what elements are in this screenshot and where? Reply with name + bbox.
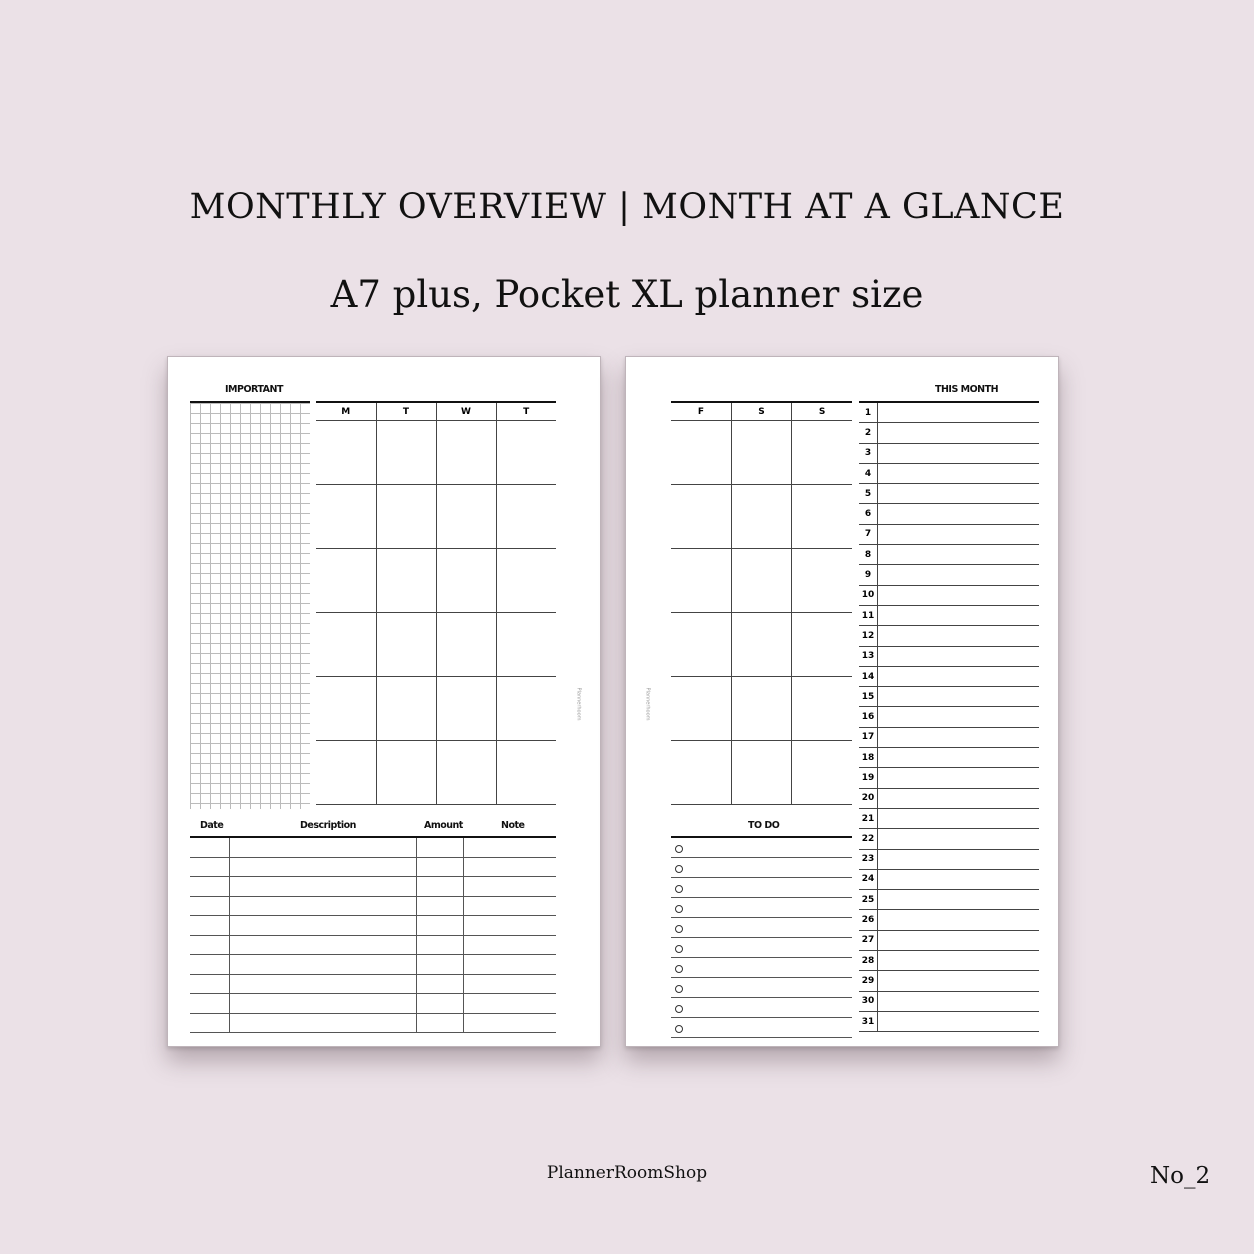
day-cell[interactable] bbox=[376, 421, 436, 485]
date-entry-line[interactable] bbox=[878, 666, 1040, 686]
expense-cell[interactable] bbox=[190, 994, 229, 1014]
expense-header-date: Date bbox=[200, 820, 224, 831]
date-entry-line[interactable] bbox=[878, 484, 1040, 504]
month-date-row bbox=[859, 484, 1039, 504]
day-header: M bbox=[316, 402, 376, 421]
date-entry-line[interactable] bbox=[878, 951, 1040, 971]
month-date-row bbox=[859, 524, 1039, 544]
day-cell[interactable] bbox=[436, 613, 496, 677]
date-number: 15 bbox=[859, 687, 878, 707]
week-row bbox=[671, 741, 852, 805]
date-number: 9 bbox=[859, 565, 878, 585]
checkbox-circle-icon[interactable] bbox=[675, 1005, 683, 1013]
expense-cell[interactable] bbox=[229, 916, 416, 936]
todo-cell bbox=[671, 837, 852, 858]
right-planner-page bbox=[625, 356, 1059, 1047]
expense-cell[interactable] bbox=[463, 857, 556, 877]
date-number: 11 bbox=[859, 605, 878, 625]
date-number: 26 bbox=[859, 910, 878, 930]
todo-cell bbox=[671, 898, 852, 918]
month-date-row bbox=[859, 585, 1039, 605]
day-cell[interactable] bbox=[792, 485, 852, 549]
day-cell[interactable] bbox=[731, 485, 791, 549]
day-cell[interactable] bbox=[792, 741, 852, 805]
day-cell[interactable] bbox=[316, 741, 376, 805]
expense-cell[interactable] bbox=[463, 974, 556, 994]
date-entry-line[interactable] bbox=[878, 504, 1040, 524]
expense-cell[interactable] bbox=[416, 896, 463, 916]
weekend-calendar-grid bbox=[671, 401, 852, 805]
date-entry-line[interactable] bbox=[878, 808, 1040, 828]
date-entry-line[interactable] bbox=[878, 626, 1040, 646]
shop-name: PlannerRoomShop bbox=[546, 1163, 708, 1183]
expense-row bbox=[190, 857, 556, 877]
expense-cell[interactable] bbox=[229, 837, 416, 857]
week-row bbox=[316, 677, 556, 741]
date-entry-line[interactable] bbox=[878, 463, 1040, 483]
month-date-row bbox=[859, 565, 1039, 585]
expense-cell[interactable] bbox=[229, 877, 416, 897]
expense-cell[interactable] bbox=[416, 955, 463, 975]
week-row bbox=[316, 421, 556, 485]
month-date-row bbox=[859, 951, 1039, 971]
day-cell[interactable] bbox=[436, 485, 496, 549]
todo-cell bbox=[671, 1018, 852, 1038]
day-cell[interactable] bbox=[316, 485, 376, 549]
day-cell[interactable] bbox=[376, 613, 436, 677]
spine-text: Plannerhoom bbox=[644, 687, 651, 721]
date-number: 31 bbox=[859, 1011, 878, 1031]
expense-row bbox=[190, 916, 556, 936]
todo-label: TO DO bbox=[748, 820, 780, 831]
expense-row bbox=[190, 837, 556, 857]
todo-item[interactable] bbox=[671, 938, 852, 958]
date-entry-line[interactable] bbox=[878, 748, 1040, 768]
date-number: 20 bbox=[859, 788, 878, 808]
date-number: 30 bbox=[859, 991, 878, 1011]
expense-cell[interactable] bbox=[190, 877, 229, 897]
day-cell[interactable] bbox=[671, 677, 731, 741]
date-number: 18 bbox=[859, 748, 878, 768]
day-header: T bbox=[496, 402, 556, 421]
month-date-row bbox=[859, 1011, 1039, 1031]
day-header: T bbox=[376, 402, 436, 421]
expense-row bbox=[190, 896, 556, 916]
month-date-row bbox=[859, 646, 1039, 666]
important-grid bbox=[190, 401, 310, 809]
month-date-row bbox=[859, 423, 1039, 443]
day-cell[interactable] bbox=[496, 485, 556, 549]
checkbox-circle-icon[interactable] bbox=[675, 885, 683, 893]
month-date-row bbox=[859, 687, 1039, 707]
month-date-row bbox=[859, 910, 1039, 930]
month-date-row bbox=[859, 890, 1039, 910]
day-cell[interactable] bbox=[792, 677, 852, 741]
this-month-list bbox=[859, 401, 1039, 1032]
day-cell[interactable] bbox=[731, 549, 791, 613]
todo-item[interactable] bbox=[671, 978, 852, 998]
month-date-row bbox=[859, 808, 1039, 828]
date-entry-line[interactable] bbox=[878, 849, 1040, 869]
todo-item[interactable] bbox=[671, 898, 852, 918]
date-number: 21 bbox=[859, 808, 878, 828]
date-number: 16 bbox=[859, 707, 878, 727]
month-date-row bbox=[859, 869, 1039, 889]
todo-item[interactable] bbox=[671, 858, 852, 878]
month-date-row bbox=[859, 545, 1039, 565]
month-date-row bbox=[859, 727, 1039, 747]
week-row bbox=[671, 613, 852, 677]
expense-cell[interactable] bbox=[190, 1013, 229, 1033]
todo-cell bbox=[671, 918, 852, 938]
todo-item[interactable] bbox=[671, 958, 852, 978]
todo-item[interactable] bbox=[671, 1018, 852, 1038]
week-row bbox=[671, 421, 852, 485]
date-number: 10 bbox=[859, 585, 878, 605]
subtitle: A7 plus, Pocket XL planner size bbox=[330, 273, 924, 316]
day-cell[interactable] bbox=[731, 677, 791, 741]
date-number: 12 bbox=[859, 626, 878, 646]
day-cell[interactable] bbox=[671, 421, 731, 485]
day-cell[interactable] bbox=[496, 741, 556, 805]
date-number: 29 bbox=[859, 971, 878, 991]
week-row bbox=[316, 485, 556, 549]
date-entry-line[interactable] bbox=[878, 402, 1040, 423]
product-number: No_2 bbox=[1150, 1163, 1211, 1189]
date-number: 19 bbox=[859, 768, 878, 788]
expense-cell[interactable] bbox=[416, 935, 463, 955]
date-entry-line[interactable] bbox=[878, 524, 1040, 544]
todo-item[interactable] bbox=[671, 998, 852, 1018]
month-date-row bbox=[859, 971, 1039, 991]
todo-cell bbox=[671, 858, 852, 878]
date-number: 5 bbox=[859, 484, 878, 504]
checkbox-circle-icon[interactable] bbox=[675, 1025, 683, 1033]
date-entry-line[interactable] bbox=[878, 565, 1040, 585]
expense-cell[interactable] bbox=[190, 974, 229, 994]
expense-cell[interactable] bbox=[229, 857, 416, 877]
expense-cell[interactable] bbox=[416, 877, 463, 897]
expense-cell[interactable] bbox=[463, 896, 556, 916]
day-header: S bbox=[792, 402, 852, 421]
month-date-row bbox=[859, 768, 1039, 788]
expense-cell[interactable] bbox=[463, 916, 556, 936]
week-row bbox=[316, 741, 556, 805]
expense-header-amount: Amount bbox=[424, 820, 463, 831]
day-cell[interactable] bbox=[496, 613, 556, 677]
checkbox-circle-icon[interactable] bbox=[675, 945, 683, 953]
date-entry-line[interactable] bbox=[878, 585, 1040, 605]
day-cell[interactable] bbox=[436, 677, 496, 741]
todo-item[interactable] bbox=[671, 878, 852, 898]
checkbox-circle-icon[interactable] bbox=[675, 845, 683, 853]
date-number: 7 bbox=[859, 524, 878, 544]
date-number: 25 bbox=[859, 890, 878, 910]
expense-cell[interactable] bbox=[190, 896, 229, 916]
expense-cell[interactable] bbox=[463, 994, 556, 1014]
date-entry-line[interactable] bbox=[878, 910, 1040, 930]
month-date-row bbox=[859, 829, 1039, 849]
day-cell[interactable] bbox=[496, 677, 556, 741]
expense-header-description: Description bbox=[300, 820, 356, 831]
month-date-row bbox=[859, 626, 1039, 646]
month-date-row bbox=[859, 666, 1039, 686]
todo-item[interactable] bbox=[671, 918, 852, 938]
day-cell[interactable] bbox=[731, 421, 791, 485]
expense-row bbox=[190, 935, 556, 955]
day-cell[interactable] bbox=[376, 741, 436, 805]
date-entry-line[interactable] bbox=[878, 687, 1040, 707]
date-entry-line[interactable] bbox=[878, 605, 1040, 625]
expense-cell[interactable] bbox=[190, 857, 229, 877]
date-number: 2 bbox=[859, 423, 878, 443]
date-entry-line[interactable] bbox=[878, 646, 1040, 666]
date-number: 14 bbox=[859, 666, 878, 686]
main-title: MONTHLY OVERVIEW | MONTH AT A GLANCE bbox=[189, 187, 1065, 227]
date-entry-line[interactable] bbox=[878, 890, 1040, 910]
expense-table bbox=[190, 836, 556, 1033]
month-date-row bbox=[859, 707, 1039, 727]
month-date-row bbox=[859, 930, 1039, 950]
left-planner-page bbox=[167, 356, 601, 1047]
date-entry-line[interactable] bbox=[878, 707, 1040, 727]
expense-cell[interactable] bbox=[229, 1013, 416, 1033]
day-cell[interactable] bbox=[496, 421, 556, 485]
todo-cell bbox=[671, 978, 852, 998]
checkbox-circle-icon[interactable] bbox=[675, 905, 683, 913]
day-cell[interactable] bbox=[671, 549, 731, 613]
month-date-row bbox=[859, 504, 1039, 524]
expense-cell[interactable] bbox=[416, 1013, 463, 1033]
day-header: S bbox=[731, 402, 791, 421]
week-row bbox=[316, 613, 556, 677]
date-entry-line[interactable] bbox=[878, 788, 1040, 808]
date-number: 28 bbox=[859, 951, 878, 971]
this-month-label: THIS MONTH bbox=[935, 384, 999, 395]
month-date-row bbox=[859, 849, 1039, 869]
date-number: 8 bbox=[859, 545, 878, 565]
month-date-row bbox=[859, 463, 1039, 483]
expense-cell[interactable] bbox=[463, 877, 556, 897]
day-header: F bbox=[671, 402, 731, 421]
expense-row bbox=[190, 1013, 556, 1033]
week-row bbox=[671, 485, 852, 549]
expense-row bbox=[190, 974, 556, 994]
date-entry-line[interactable] bbox=[878, 727, 1040, 747]
day-cell[interactable] bbox=[792, 549, 852, 613]
expense-cell[interactable] bbox=[229, 955, 416, 975]
day-cell[interactable] bbox=[316, 613, 376, 677]
day-cell[interactable] bbox=[376, 485, 436, 549]
todo-cell bbox=[671, 878, 852, 898]
day-cell[interactable] bbox=[436, 421, 496, 485]
date-number: 24 bbox=[859, 869, 878, 889]
day-cell[interactable] bbox=[671, 485, 731, 549]
expense-row bbox=[190, 877, 556, 897]
expense-row bbox=[190, 994, 556, 1014]
expense-cell[interactable] bbox=[190, 837, 229, 857]
weekday-calendar-grid bbox=[316, 401, 556, 805]
expense-row bbox=[190, 955, 556, 975]
day-cell[interactable] bbox=[376, 677, 436, 741]
day-cell[interactable] bbox=[792, 613, 852, 677]
checkbox-circle-icon[interactable] bbox=[675, 965, 683, 973]
date-number: 1 bbox=[859, 402, 878, 423]
date-entry-line[interactable] bbox=[878, 443, 1040, 463]
day-cell[interactable] bbox=[436, 549, 496, 613]
todo-list bbox=[671, 836, 852, 1038]
week-row bbox=[316, 549, 556, 613]
todo-cell bbox=[671, 998, 852, 1018]
expense-cell[interactable] bbox=[416, 837, 463, 857]
day-cell[interactable] bbox=[731, 613, 791, 677]
month-date-row bbox=[859, 402, 1039, 423]
date-entry-line[interactable] bbox=[878, 930, 1040, 950]
expense-cell[interactable] bbox=[463, 955, 556, 975]
todo-cell bbox=[671, 958, 852, 978]
day-cell[interactable] bbox=[792, 421, 852, 485]
expense-cell[interactable] bbox=[463, 935, 556, 955]
expense-header-note: Note bbox=[501, 820, 525, 831]
expense-cell[interactable] bbox=[463, 1013, 556, 1033]
expense-cell[interactable] bbox=[416, 857, 463, 877]
week-row bbox=[671, 549, 852, 613]
important-label: IMPORTANT bbox=[225, 384, 283, 395]
expense-cell[interactable] bbox=[229, 974, 416, 994]
todo-cell bbox=[671, 938, 852, 958]
todo-item[interactable] bbox=[671, 837, 852, 858]
expense-cell[interactable] bbox=[190, 935, 229, 955]
date-entry-line[interactable] bbox=[878, 545, 1040, 565]
date-number: 27 bbox=[859, 930, 878, 950]
expense-cell[interactable] bbox=[190, 955, 229, 975]
expense-cell[interactable] bbox=[416, 994, 463, 1014]
expense-cell[interactable] bbox=[229, 935, 416, 955]
date-number: 23 bbox=[859, 849, 878, 869]
checkbox-circle-icon[interactable] bbox=[675, 925, 683, 933]
month-date-row bbox=[859, 748, 1039, 768]
expense-cell[interactable] bbox=[229, 896, 416, 916]
expense-cell[interactable] bbox=[416, 974, 463, 994]
day-cell[interactable] bbox=[316, 677, 376, 741]
date-number: 13 bbox=[859, 646, 878, 666]
date-number: 3 bbox=[859, 443, 878, 463]
date-number: 17 bbox=[859, 727, 878, 747]
day-cell[interactable] bbox=[376, 549, 436, 613]
month-date-row bbox=[859, 443, 1039, 463]
date-entry-line[interactable] bbox=[878, 1011, 1040, 1031]
date-number: 6 bbox=[859, 504, 878, 524]
day-cell[interactable] bbox=[316, 421, 376, 485]
expense-cell[interactable] bbox=[190, 916, 229, 936]
day-header: W bbox=[436, 402, 496, 421]
month-date-row bbox=[859, 991, 1039, 1011]
date-entry-line[interactable] bbox=[878, 991, 1040, 1011]
date-number: 4 bbox=[859, 463, 878, 483]
week-row bbox=[671, 677, 852, 741]
month-date-row bbox=[859, 605, 1039, 625]
date-entry-line[interactable] bbox=[878, 869, 1040, 889]
day-cell[interactable] bbox=[436, 741, 496, 805]
expense-cell[interactable] bbox=[416, 916, 463, 936]
month-date-row bbox=[859, 788, 1039, 808]
spine-text: Plannerhoom bbox=[575, 687, 582, 721]
day-cell[interactable] bbox=[731, 741, 791, 805]
date-entry-line[interactable] bbox=[878, 768, 1040, 788]
expense-cell[interactable] bbox=[463, 837, 556, 857]
checkbox-circle-icon[interactable] bbox=[675, 985, 683, 993]
day-cell[interactable] bbox=[316, 549, 376, 613]
date-number: 22 bbox=[859, 829, 878, 849]
date-entry-line[interactable] bbox=[878, 423, 1040, 443]
date-entry-line[interactable] bbox=[878, 971, 1040, 991]
expense-cell[interactable] bbox=[229, 994, 416, 1014]
day-cell[interactable] bbox=[671, 741, 731, 805]
checkbox-circle-icon[interactable] bbox=[675, 865, 683, 873]
day-cell[interactable] bbox=[496, 549, 556, 613]
date-entry-line[interactable] bbox=[878, 829, 1040, 849]
day-cell[interactable] bbox=[671, 613, 731, 677]
